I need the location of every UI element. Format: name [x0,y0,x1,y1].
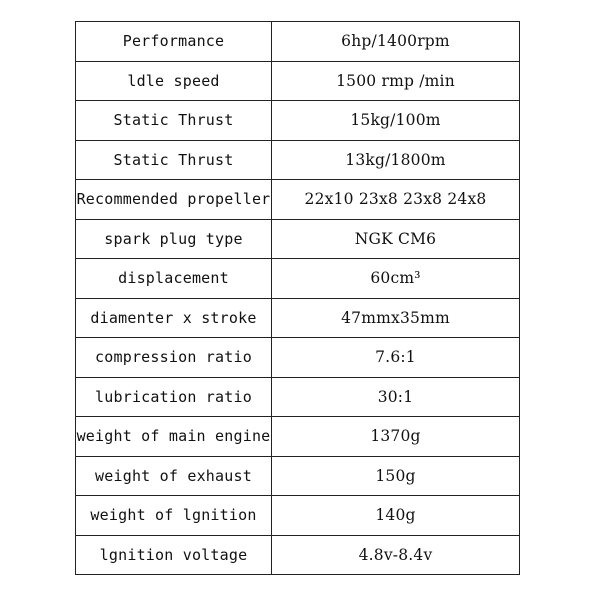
spec-value: 4.8v-8.4v [272,535,520,575]
table-row [76,61,520,101]
spec-label: Static Thrust [76,101,272,141]
spec-label: ldle speed [76,61,272,101]
spec-label: lgnition voltage [76,535,272,575]
spec-value: 15kg/100m [272,101,520,141]
table-row [76,496,520,536]
spec-label: Performance [76,22,272,62]
table-row [76,417,520,457]
spec-label: lubrication ratio [76,377,272,417]
spec-value: 13kg/1800m [272,140,520,180]
spec-value: 1370g [272,417,520,457]
spec-value: 30:1 [272,377,520,417]
spec-label: weight of exhaust [76,456,272,496]
spec-label: compression ratio [76,338,272,378]
table-row [76,456,520,496]
table-row [76,535,520,575]
spec-value: 140g [272,496,520,536]
spec-value: 150g [272,456,520,496]
table-row [76,338,520,378]
table-row [76,219,520,259]
table-row [76,22,520,62]
spec-value: 7.6:1 [272,338,520,378]
spec-value: 22x10 23x8 23x8 24x8 [272,180,520,220]
spec-value: 6hp/1400rpm [272,22,520,62]
spec-value: 1500 rmp /min [272,61,520,101]
spec-label: diamenter x stroke [76,298,272,338]
spec-label: displacement [76,259,272,299]
spec-label: spark plug type [76,219,272,259]
table-row [76,377,520,417]
spec-label: Recommended propeller [76,180,272,220]
spec-label: Static Thrust [76,140,272,180]
spec-value: 60cm³ [272,259,520,299]
spec-value: NGK CM6 [272,219,520,259]
table-row [76,140,520,180]
table-row [76,180,520,220]
table-row [76,298,520,338]
table-row [76,101,520,141]
spec-label: weight of main engine [76,417,272,457]
spec-label: weight of lgnition [76,496,272,536]
table-row [76,259,520,299]
engine-spec-table [75,21,520,575]
spec-value: 47mmx35mm [272,298,520,338]
